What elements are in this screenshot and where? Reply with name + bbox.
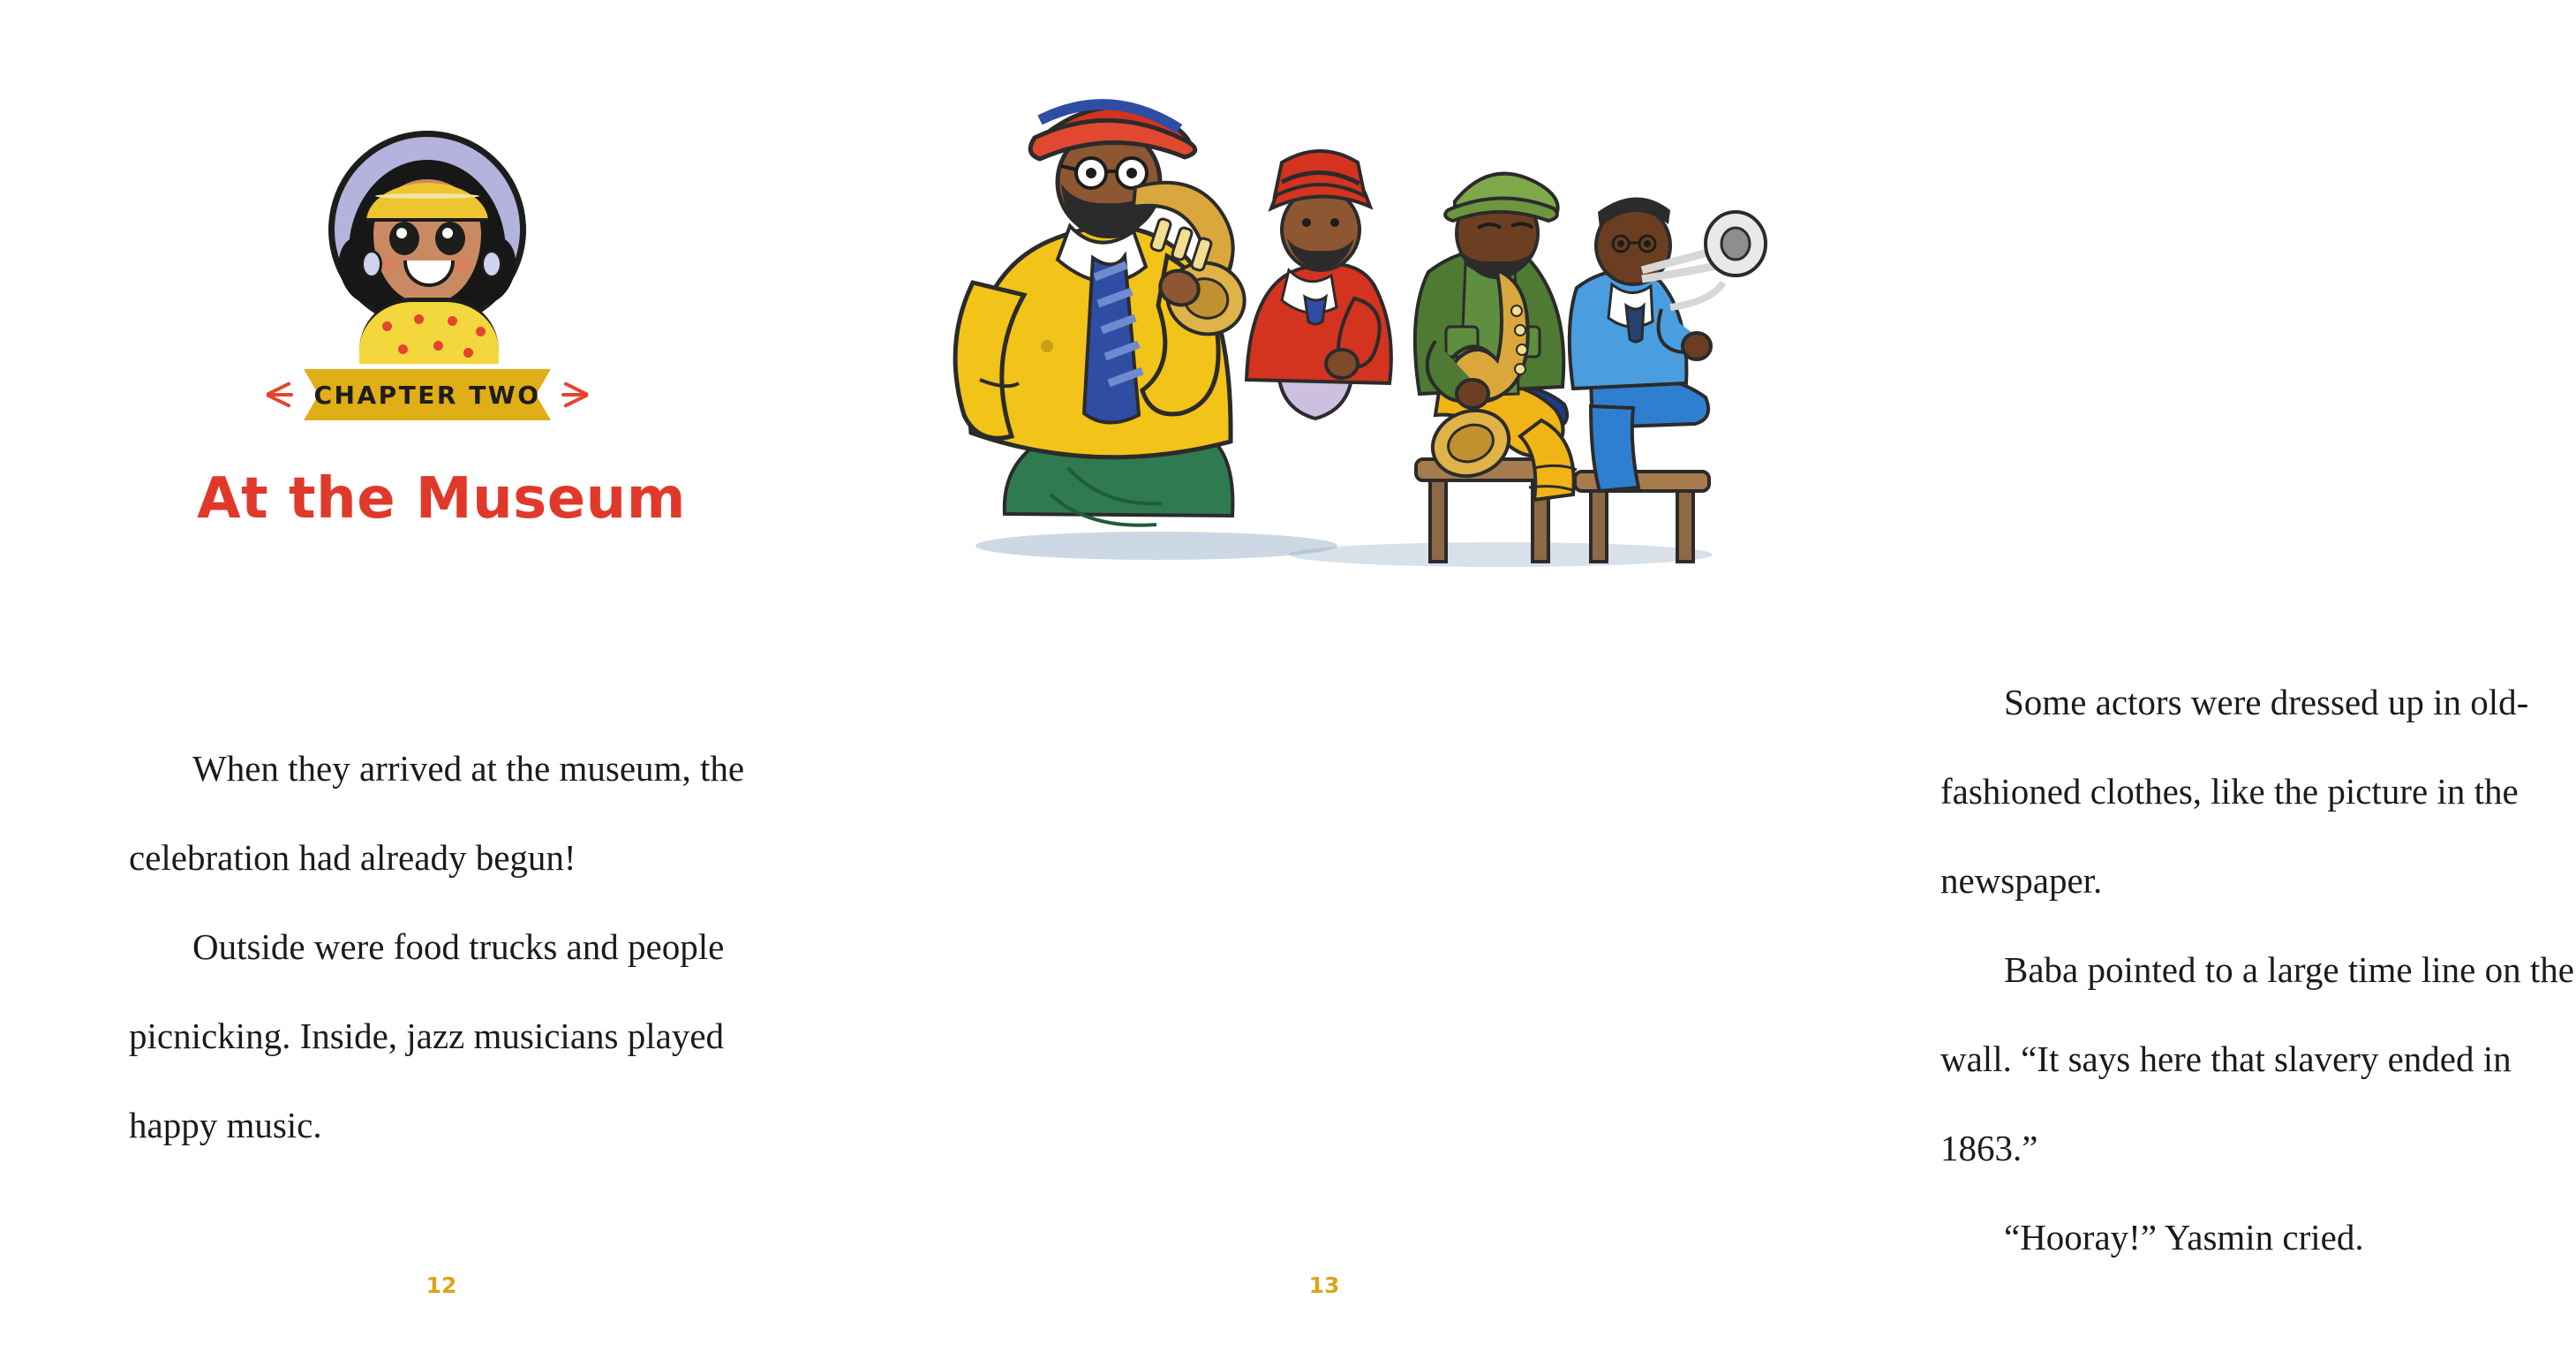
- avatar-shirt-dot: [414, 314, 424, 324]
- right-page-body: [1940, 658, 2576, 1282]
- page-number-right: 13: [1308, 1273, 1340, 1298]
- left-page: [0, 0, 883, 1367]
- avatar-eye-right: [435, 222, 465, 255]
- paragraph: When they arrived at the museum, the celebration had already begun!: [129, 748, 745, 878]
- page-title: At the Museum: [197, 466, 686, 532]
- paragraph: “Hooray!” Yasmin cried.: [2004, 1217, 2364, 1257]
- sparkle-left-icon: [265, 379, 297, 411]
- avatar-earring-right: [481, 250, 502, 278]
- avatar-shirt-dot: [448, 316, 457, 326]
- avatar-shirt-dot: [476, 327, 486, 336]
- avatar-shirt: [359, 298, 499, 364]
- chapter-label: CHAPTER TWO: [313, 380, 541, 410]
- avatar-shirt-dot: [398, 344, 408, 354]
- left-page-body: [129, 724, 747, 1170]
- avatar: [328, 131, 526, 329]
- avatar-shirt-dot: [433, 341, 443, 351]
- right-page: [883, 0, 2574, 1367]
- paragraph: Outside were food trucks and people picnicking. Inside, jazz musicians played happy music.: [129, 926, 725, 1145]
- sparkle-right-icon: [558, 379, 590, 411]
- avatar-shirt-dot: [382, 321, 392, 331]
- paragraph: Baba pointed to a large time line on the wall. “It says here that slavery ended in 1863.”: [1940, 949, 2574, 1168]
- chapter-banner: [265, 369, 590, 420]
- girl-portrait-avatar-icon: [328, 131, 526, 329]
- avatar-shirt-dot: [463, 348, 473, 358]
- page-number-left: 12: [426, 1273, 457, 1298]
- avatar-earring-left: [361, 250, 382, 278]
- jazz-band-illustration: [936, 88, 1757, 583]
- paragraph: Some actors were dressed up in old-fashioned clothes, like the picture in the newspaper.: [1940, 682, 2529, 901]
- avatar-eye-left: [389, 222, 419, 255]
